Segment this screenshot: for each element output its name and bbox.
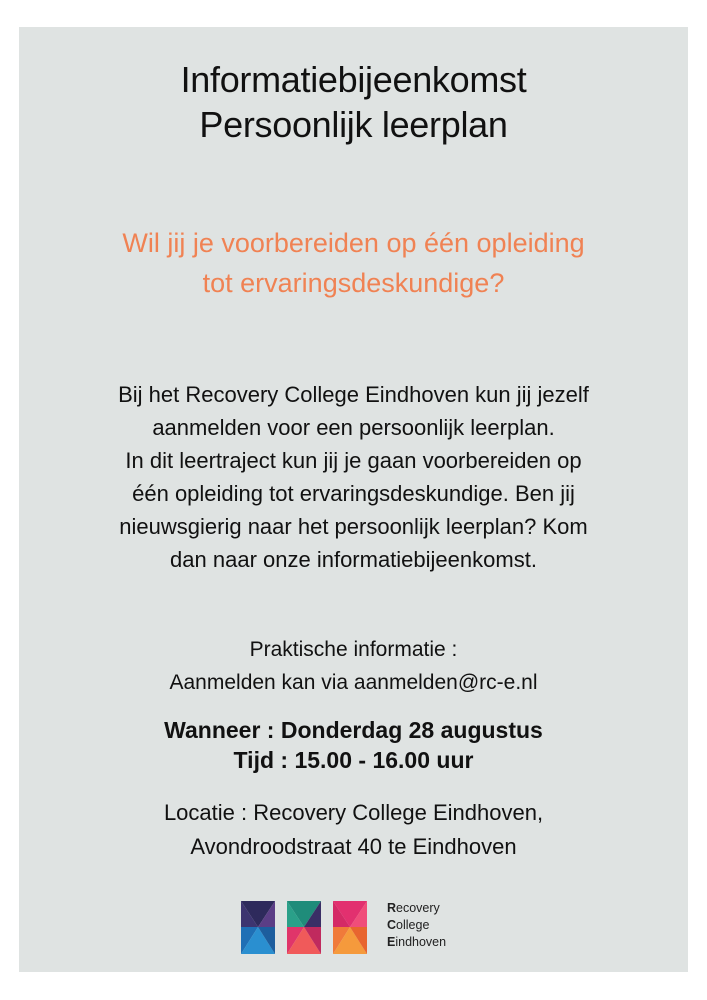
poster — [19, 27, 688, 972]
recovery-college-logo — [241, 899, 471, 957]
subtitle — [19, 223, 688, 303]
body-line: aanmelden voor een persoonlijk leerplan. — [152, 415, 555, 440]
logo-line-recovery: Recovery — [387, 901, 440, 915]
date-line: Wanneer : Donderdag 28 augustus — [164, 717, 543, 743]
address-line: Avondroodstraat 40 te Eindhoven — [190, 834, 517, 859]
body-line: één opleiding tot ervaringsdeskundige. Ben jij — [132, 481, 575, 506]
title-line: Persoonlijk leerplan — [199, 104, 508, 145]
logo-mark-icon — [241, 899, 381, 957]
subtitle-line: Wil jij je voorbereiden op één opleiding — [122, 228, 585, 258]
logo-line-college: College — [387, 918, 430, 932]
body-line: In dit leertraject kun jij je gaan voorbereiden op — [125, 448, 582, 473]
subtitle-line: tot ervaringsdeskundige? — [202, 268, 505, 298]
location-line: Locatie : Recovery College Eindhoven, — [163, 800, 544, 825]
body-line: Bij het Recovery College Eindhoven kun jij jezelf — [118, 382, 589, 407]
logo-line-eindhoven: Eindhoven — [387, 935, 447, 949]
logo-wordmark — [387, 900, 446, 951]
time-line: Tijd : 15.00 - 16.00 uur — [233, 747, 474, 773]
location — [19, 796, 688, 864]
body-line: dan naar onze informatiebijeenkomst. — [170, 547, 537, 572]
practical-heading: Praktische informatie : — [249, 638, 458, 661]
date-time — [19, 715, 688, 775]
practical-info — [19, 633, 688, 699]
registration-line: Aanmelden kan via aanmelden@rc-e.nl — [169, 671, 538, 694]
body-line: nieuwsgierig naar het persoonlijk leerplan? Kom — [119, 514, 588, 539]
body-paragraph — [19, 378, 688, 576]
title-line: Informatiebijeenkomst — [180, 59, 527, 100]
page-title — [19, 57, 688, 147]
